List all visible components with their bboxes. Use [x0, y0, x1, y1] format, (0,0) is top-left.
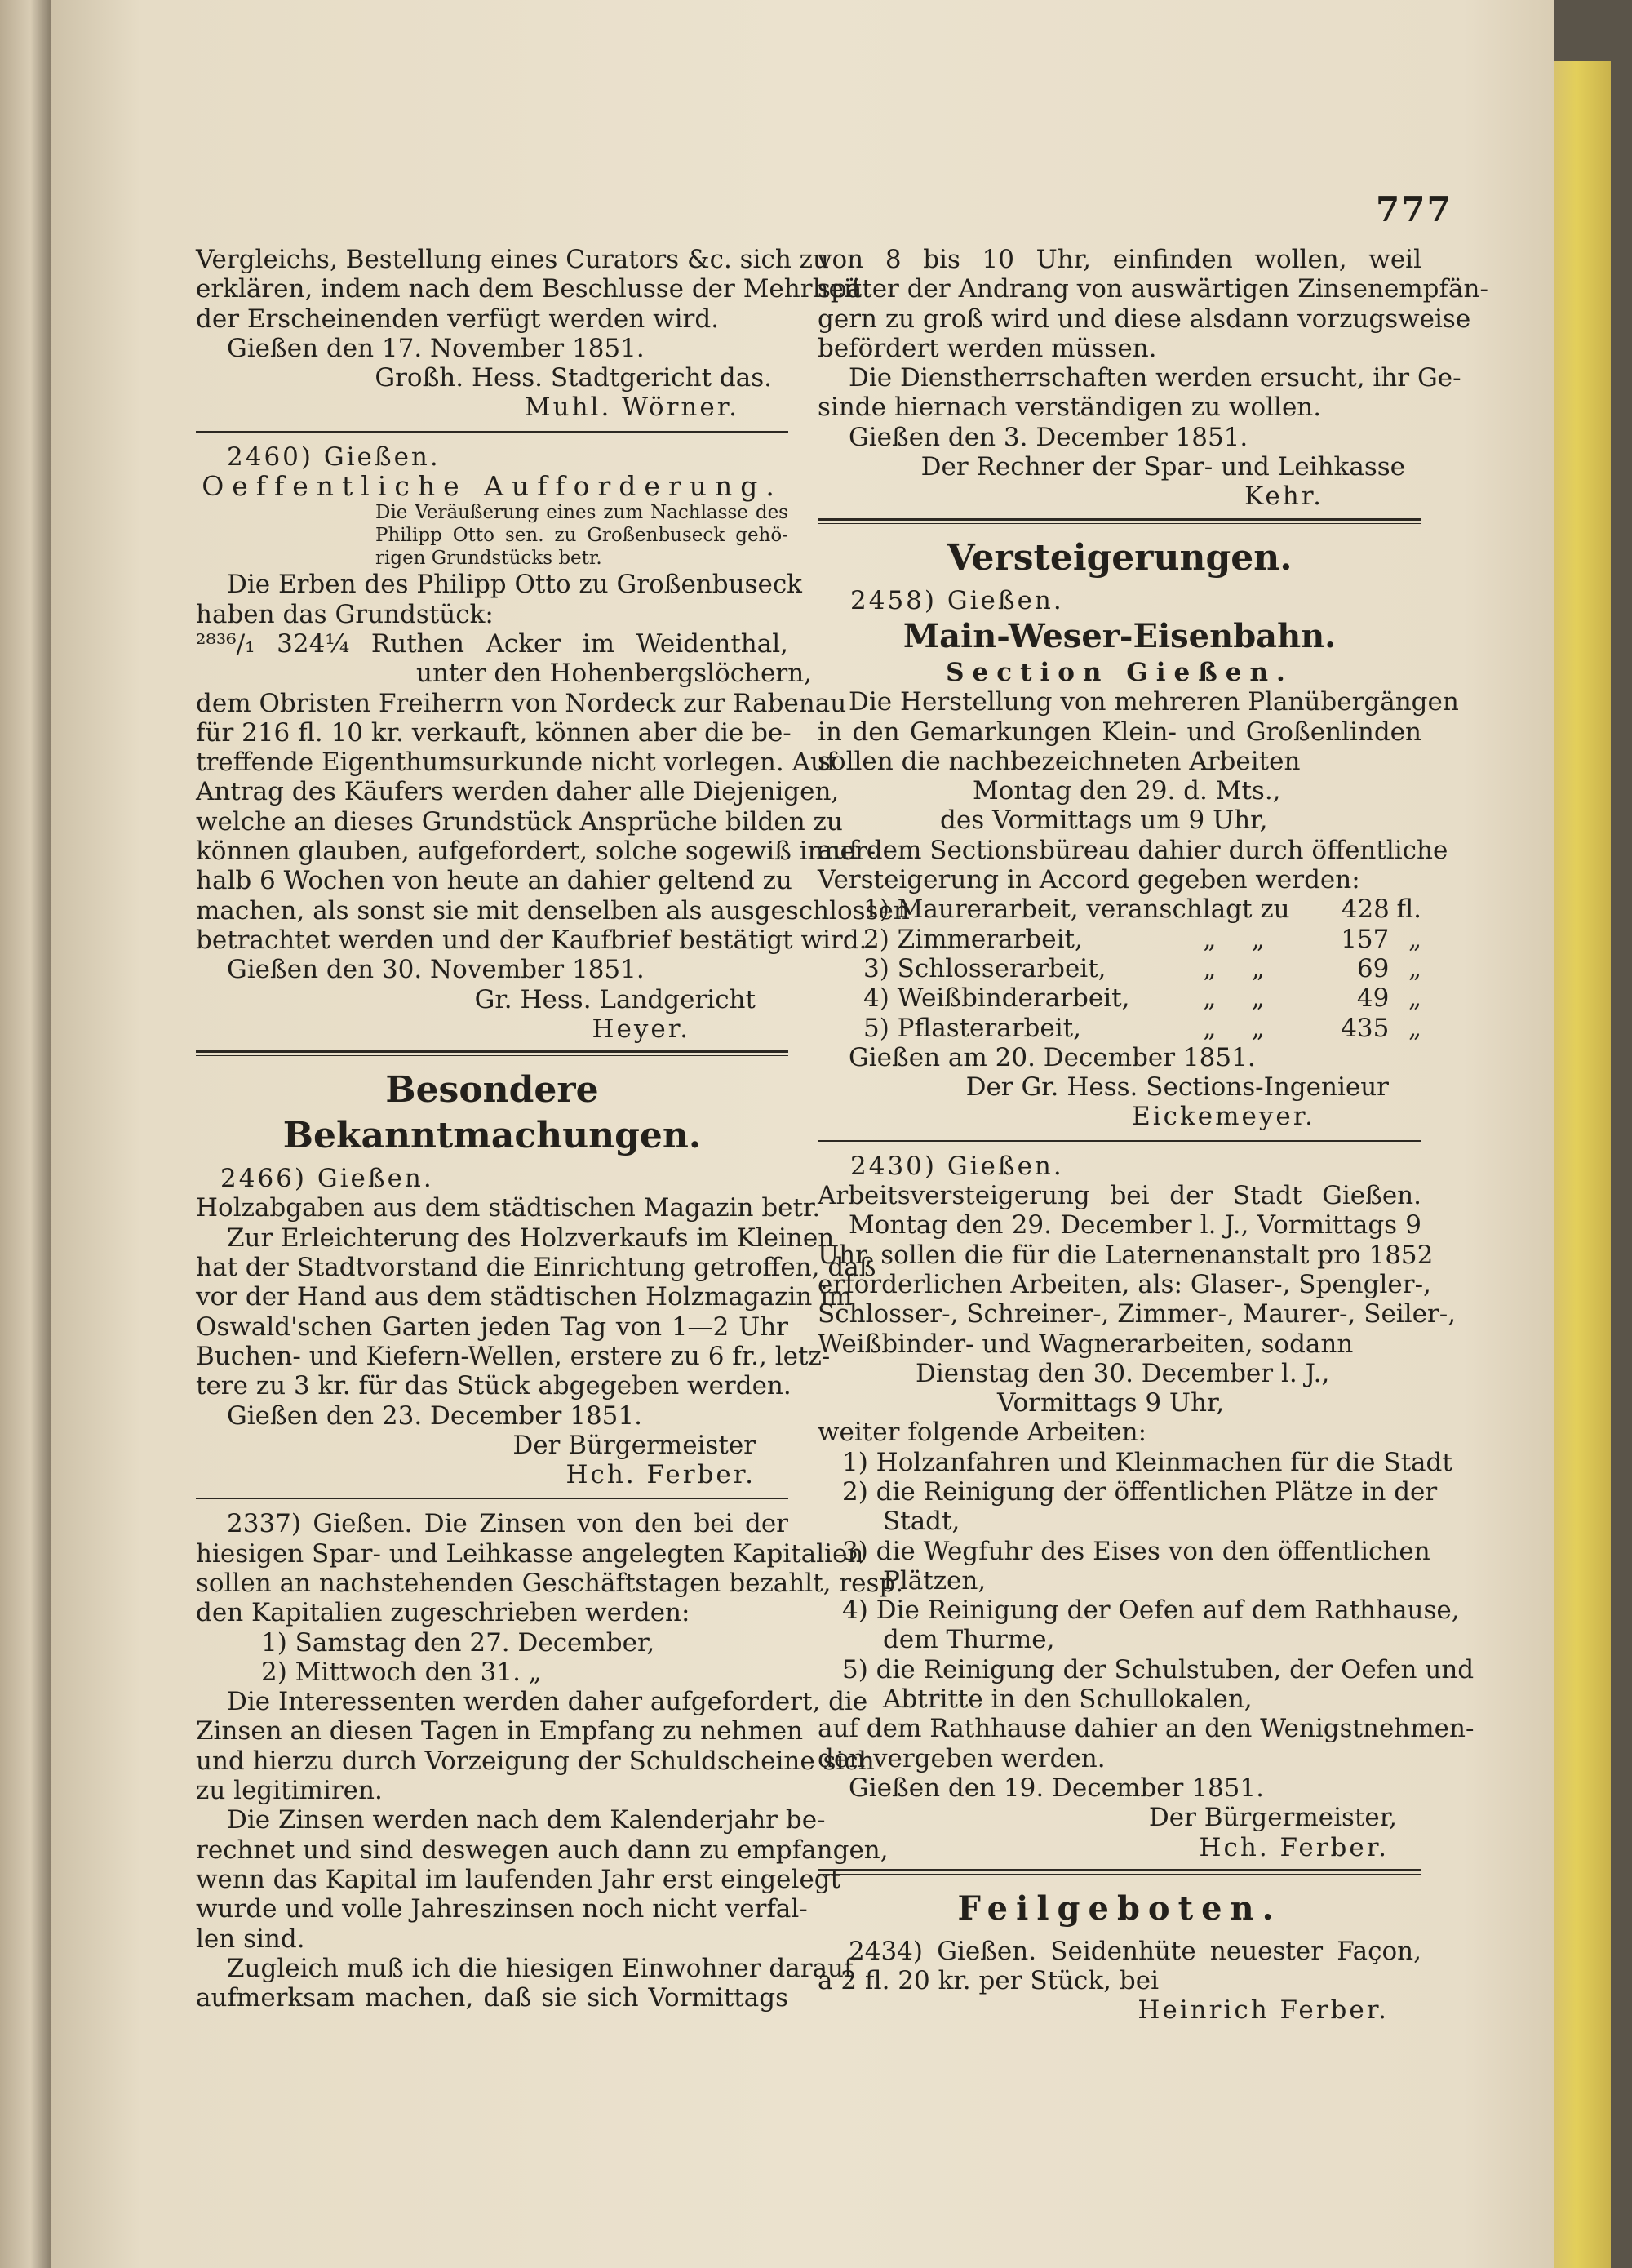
subject-line: Die Veräußerung eines zum Nachlasse des — [375, 502, 788, 524]
text-line: 2337) Gießen. Die Zinsen von den bei der — [227, 1509, 788, 1539]
text-line: treffende Eigenthumsurkunde nicht vorlegen. Auf — [196, 748, 836, 778]
subject-line: Philipp Otto sen. zu Großenbuseck gehö- — [375, 525, 788, 547]
text-line: den vergeben werden. — [818, 1743, 1106, 1773]
list-item: 3) die Wegfuhr des Eises von den öffentlichen — [842, 1536, 1430, 1566]
text-line: Vergleichs, Bestellung eines Curators &c. sich zu — [196, 245, 829, 274]
signature: Hch. Ferber. — [565, 1460, 756, 1490]
text-line: für 216 fl. 10 kr. verkauft, können aber die be- — [196, 717, 792, 748]
item-amount: 49 — [1356, 983, 1390, 1014]
notice-2434 — [818, 1937, 1421, 2026]
signature: Eickemeyer. — [1132, 1102, 1315, 1132]
text-line: der Erscheinenden verfügt werden wird. — [196, 304, 720, 334]
text-line: ²⁸³⁶/₁ 324¼ Ruthen Acker im Weidenthal, — [196, 628, 788, 659]
text-line: Die Erben des Philipp Otto zu Großenbuseck — [227, 570, 802, 600]
divider — [818, 1140, 1421, 1142]
text-line: und hierzu durch Vorzeigung der Schuldscheine sich — [196, 1746, 875, 1776]
signature: Kehr. — [1244, 482, 1324, 512]
notice-head: 2466) Gießen. — [220, 1164, 434, 1194]
list-item: Abtritte in den Schullokalen, — [883, 1684, 1253, 1715]
page-edge-yellow — [1554, 61, 1611, 2268]
notice-title: Holzabgaben aus dem städtischen Magazin betr. — [196, 1193, 821, 1223]
text-line: haben das Grundstück: — [196, 599, 494, 629]
text-line: des Vormittags um 9 Uhr, — [940, 806, 1268, 836]
item-label: 4) Weißbinderarbeit, — [863, 983, 1130, 1014]
notice-2430 — [818, 1151, 1475, 1862]
list-item: 2) Mittwoch den 31. „ — [261, 1657, 542, 1687]
date-line: Gießen den 30. November 1851. — [227, 955, 645, 985]
section-divider — [818, 518, 1421, 524]
cost-list — [818, 894, 1421, 1042]
signature: Der Bürgermeister — [512, 1430, 756, 1460]
divider — [196, 1498, 788, 1499]
item-label: 5) Pflasterarbeit, — [863, 1013, 1081, 1043]
notice-2466 — [196, 1164, 876, 1490]
text-line: Weißbinder- und Wagnerarbeiten, sodann — [818, 1329, 1354, 1359]
text-line: von 8 bis 10 Uhr, einfinden wollen, weil — [818, 245, 1421, 274]
text-line: auf dem Rathhause dahier an den Wenigstnehmen- — [818, 1714, 1475, 1744]
list-item: Plätzen, — [883, 1565, 987, 1596]
text-line: erklären, indem nach dem Beschlusse der Mehrheit — [196, 274, 863, 304]
signature: Der Gr. Hess. Sections-Ingenieur — [965, 1072, 1389, 1103]
text-line: 2434) Gießen. Seidenhüte neuester Façon, — [849, 1936, 1421, 1966]
subject-line: rigen Grundstücks betr. — [375, 548, 602, 570]
text-line: Uhr, sollen die für die Laternenanstalt pro 1852 — [818, 1240, 1434, 1270]
signature: Der Rechner der Spar- und Leihkasse — [920, 452, 1405, 482]
date-line: Gießen den 19. December 1851. — [849, 1773, 1264, 1803]
notice-2458 — [818, 585, 1459, 1132]
item-unit: „ — [1408, 1013, 1422, 1043]
text-line: len sind. — [196, 1924, 305, 1954]
notice-2460 — [196, 442, 910, 1044]
notice-title: Main-Weser-Eisenbahn. — [902, 616, 1337, 655]
text-line: sinde hiernach verständigen zu wollen. — [818, 393, 1322, 423]
text-line: aufmerksam machen, daß sie sich Vormittags — [196, 1983, 788, 2013]
text-line: dem Obristen Freiherrn von Nordeck zur Rabenau — [196, 688, 847, 718]
section-title: Versteigerungen. — [947, 536, 1293, 579]
text-line: können glauben, aufgefordert, solche sogewiß inner- — [196, 837, 876, 867]
text-line: tere zu 3 kr. für das Stück abgegeben werden. — [196, 1371, 792, 1401]
text-line: in den Gemarkungen Klein- und Großenlinden — [818, 717, 1421, 747]
date-line: Gießen den 3. December 1851. — [849, 422, 1248, 452]
divider — [196, 431, 788, 433]
ditto-mark: „ — [1203, 953, 1217, 983]
ditto-mark: „ — [1251, 1013, 1265, 1043]
list-item — [863, 925, 1421, 954]
text-line: unter den Hohenbergslöchern, — [416, 659, 813, 689]
text-line: welche an dieses Grundstück Ansprüche bilden zu — [196, 806, 843, 837]
signature: Hch. Ferber. — [1199, 1832, 1389, 1862]
ditto-mark: „ — [1251, 924, 1265, 954]
section-divider — [196, 1050, 788, 1056]
ditto-mark: „ — [1251, 953, 1265, 983]
text-line: à 2 fl. 20 kr. per Stück, bei — [818, 1966, 1159, 1996]
text-line: Antrag des Käufers werden daher alle Diejenigen, — [196, 777, 840, 807]
text-line: weiter folgende Arbeiten: — [818, 1418, 1147, 1448]
notice-title: Oeffentliche Aufforderung. — [202, 470, 783, 503]
signature: Großh. Hess. Stadtgericht das. — [375, 363, 772, 393]
list-item: 4) Die Reinigung der Oefen auf dem Rathhause, — [842, 1596, 1460, 1626]
text-line: Die Interessenten werden daher aufgefordert, die — [227, 1687, 868, 1717]
adjacent-page-edge — [0, 0, 51, 2268]
list-item: Stadt, — [883, 1507, 960, 1537]
item-amount: 428 — [1341, 894, 1390, 925]
ditto-mark: „ — [1251, 983, 1265, 1014]
text-line: Die Dienstherrschaften werden ersucht, ihr Ge- — [849, 363, 1461, 393]
list-item: dem Thurme, — [883, 1625, 1055, 1655]
text-line: den Kapitalien zugeschrieben werden: — [196, 1598, 690, 1628]
text-line: Oswald'schen Garten jeden Tag von 1—2 Uhr — [196, 1312, 788, 1342]
notice-head: 2460) Gießen. — [227, 442, 441, 472]
signature: Muhl. Wörner. — [524, 393, 739, 423]
signature: Der Bürgermeister, — [1148, 1803, 1397, 1833]
text-line: hat der Stadtvorstand die Einrichtung getroffen, daß — [196, 1253, 876, 1283]
date-line: Gießen den 17. November 1851. — [227, 333, 645, 363]
text-line: rechnet und sind deswegen auch dann zu empfangen, — [196, 1835, 889, 1865]
text-line: Montag den 29. d. Mts., — [973, 776, 1281, 806]
list-item: 2) die Reinigung der öffentlichen Plätze in der — [842, 1476, 1438, 1507]
text-line: Vormittags 9 Uhr, — [997, 1388, 1225, 1418]
text-line: Zinsen an diesen Tagen in Empfang zu nehmen — [196, 1716, 804, 1746]
notice-subtitle: Section Gießen. — [946, 657, 1293, 687]
ditto-mark: „ — [1203, 924, 1217, 954]
text-line: befördert werden müssen. — [818, 333, 1157, 363]
notice-2337 — [196, 1509, 904, 2013]
date-line: Gießen den 23. December 1851. — [227, 1400, 642, 1431]
text-line: Zugleich muß ich die hiesigen Einwohner darauf — [227, 1953, 854, 1983]
list-item — [863, 1014, 1421, 1043]
item-unit: „ — [1408, 924, 1422, 954]
text-line: Buchen- und Kiefern-Wellen, erstere zu 6 fr., letz- — [196, 1341, 831, 1371]
text-line: Schlosser-, Schreiner-, Zimmer-, Maurer-, Seiler-, — [818, 1299, 1457, 1329]
text-line: Versteigerung in Accord gegeben werden: — [818, 865, 1360, 895]
notice-title: Arbeitsversteigerung bei der Stadt Gießen. — [818, 1181, 1421, 1211]
date-line: Gießen am 20. December 1851. — [849, 1042, 1256, 1072]
text-line: gern zu groß wird und diese alsdann vorzugsweise — [818, 304, 1471, 334]
left-column — [196, 245, 910, 2013]
text-line: Die Herstellung von mehreren Planübergängen — [849, 687, 1459, 717]
list-item — [863, 894, 1421, 924]
item-amount: 435 — [1341, 1013, 1390, 1043]
text-line: Die Zinsen werden nach dem Kalenderjahr be- — [227, 1805, 826, 1835]
list-item — [863, 983, 1421, 1013]
text-line: auf dem Sectionsbüreau dahier durch öffentliche — [818, 835, 1448, 865]
signature: Heinrich Ferber. — [1138, 1995, 1389, 2026]
text-line: erforderlichen Arbeiten, als: Glaser-, Spengler-, — [818, 1269, 1431, 1299]
text-line: wurde und volle Jahreszinsen noch nicht verfal- — [196, 1894, 808, 1924]
text-line: machen, als sonst sie mit denselben als ausgeschlossen — [196, 895, 910, 925]
text-line: halb 6 Wochen von heute an dahier geltend zu — [196, 866, 792, 896]
item-amount: 69 — [1356, 953, 1390, 983]
text-line: zu legitimiren. — [196, 1776, 383, 1806]
text-line: Zur Erleichterung des Holzverkaufs im Kleinen — [227, 1223, 835, 1253]
section-title: Feilgeboten. — [957, 1889, 1282, 1928]
text-line: sollen die nachbezeichneten Arbeiten — [818, 746, 1301, 776]
text-line: hiesigen Spar- und Leihkasse angelegten Kapitalien — [196, 1538, 864, 1569]
item-unit: „ — [1408, 983, 1422, 1014]
item-label: 2) Zimmerarbeit, — [863, 924, 1083, 954]
text-line: Montag den 29. December l. J., Vormittags 9 — [849, 1210, 1421, 1241]
list-item: 1) Holzanfahren und Kleinmachen für die Stadt — [842, 1447, 1452, 1477]
list-item — [863, 954, 1421, 983]
section-title: Besondere Bekanntmachungen. — [282, 1069, 702, 1157]
text-line: vor der Hand aus dem städtischen Holzmagazin im — [196, 1282, 853, 1312]
text-line: sollen an nachstehenden Geschäftstagen bezahlt, resp. — [196, 1568, 904, 1598]
right-column — [818, 245, 1488, 2026]
notice-head: 2458) Gießen. — [850, 585, 1064, 615]
signature: Heyer. — [592, 1014, 690, 1044]
item-label: 3) Schlosserarbeit, — [863, 953, 1106, 983]
signature: Gr. Hess. Landgericht — [474, 984, 756, 1014]
continued-notice — [196, 245, 863, 423]
item-unit: fl. — [1396, 894, 1422, 925]
list-item: 5) die Reinigung der Schulstuben, der Oefen und — [842, 1654, 1475, 1684]
item-label: 1) Maurerarbeit, veranschlagt zu — [863, 894, 1290, 925]
continued-notice-2337 — [818, 245, 1488, 512]
text-line: später der Andrang von auswärtigen Zinsenempfän- — [818, 274, 1488, 304]
section-divider — [818, 1869, 1421, 1875]
text-line: wenn das Kapital im laufenden Jahr erst eingelegt — [196, 1864, 841, 1894]
page-number: 777 — [1376, 189, 1452, 229]
item-unit: „ — [1408, 953, 1422, 983]
notice-head: 2430) Gießen. — [850, 1151, 1064, 1181]
text-line: betrachtet werden und der Kaufbrief bestätigt wird. — [196, 925, 867, 955]
text-line: Dienstag den 30. December l. J., — [916, 1358, 1330, 1388]
list-item: 1) Samstag den 27. December, — [261, 1627, 655, 1658]
item-amount: 157 — [1341, 924, 1390, 954]
ditto-mark: „ — [1203, 983, 1217, 1014]
ditto-mark: „ — [1203, 1013, 1217, 1043]
